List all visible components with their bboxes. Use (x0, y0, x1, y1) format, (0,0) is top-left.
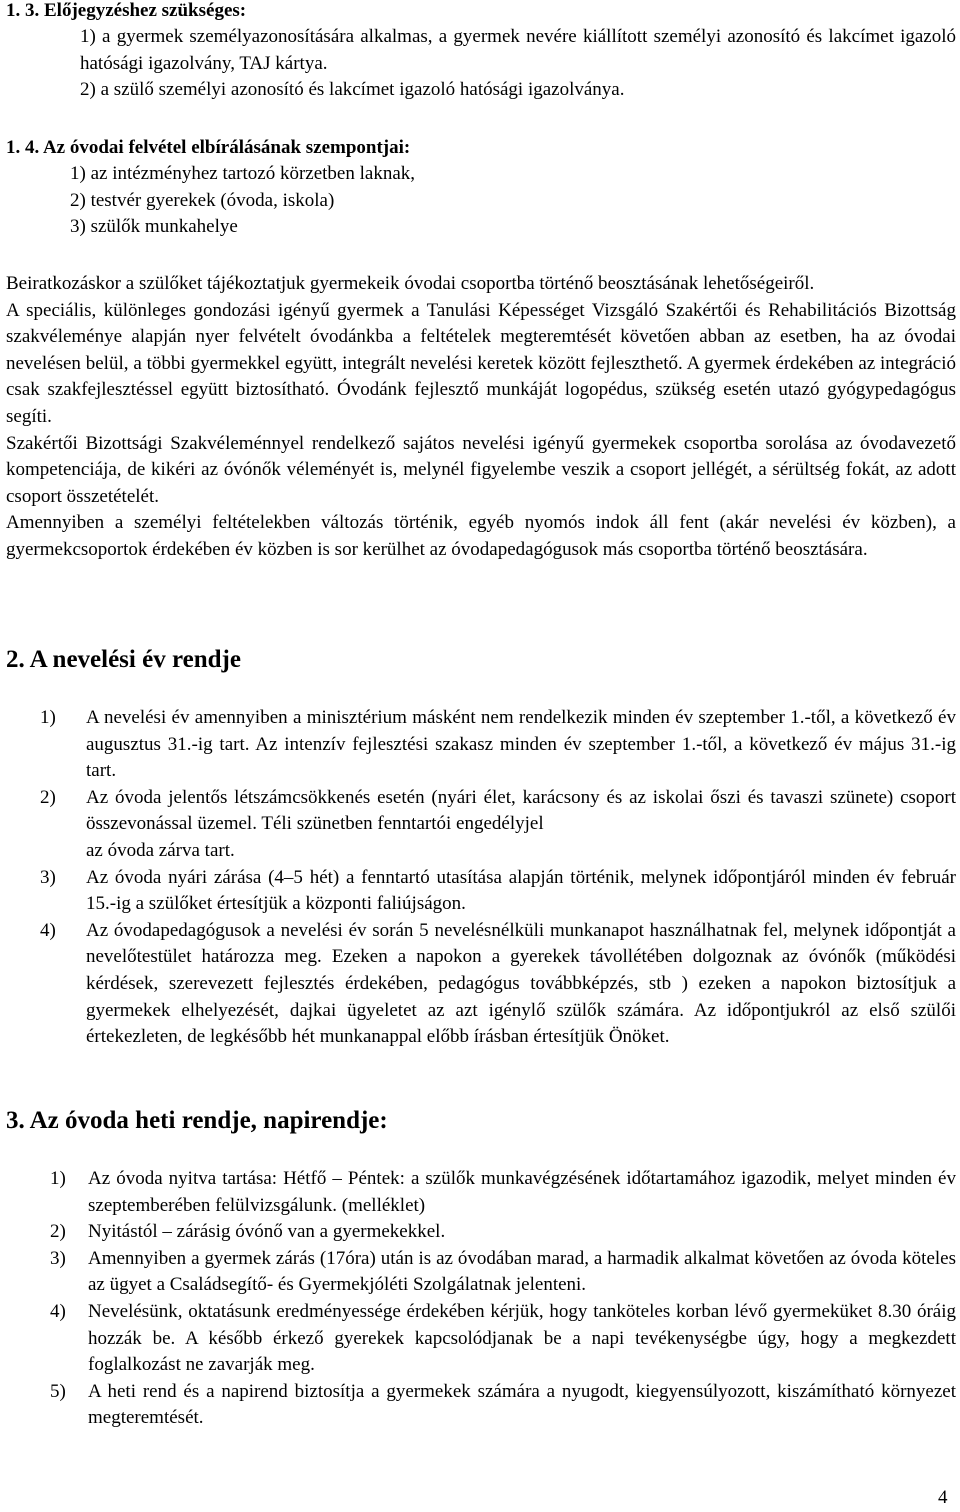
item-text: Nyitástól – zárásig óvónő van a gyermekekkel. (88, 1221, 446, 1243)
item-number: 1) (40, 707, 56, 728)
item-text: Amennyiben a gyermek zárás (17óra) után is az óvodában marad, a harmadik alkalmat követően az óvoda köteles az ügyet a Családsegítő- és Gyermekjóléti Szolgálatnak jelenteni. (88, 1247, 956, 1296)
page-number: 4 (938, 1487, 948, 1508)
section-3-list (50, 1166, 956, 1432)
list-item: 1) az intézményhez tartozó körzetben laknak, (70, 163, 415, 184)
item-number: 3) (50, 1247, 66, 1269)
item-text: Nevelésünk, oktatásunk eredményessége érdekében kérjük, hogy tanköteles korban lévő gyermeküket 8.30 óráig hozzák be. A később érkező gyerekek kapcsolódjanak be a napi tevékenységbe úgy, hogy a megkezdett foglalkozást ne zavarják meg. (88, 1300, 956, 1376)
item-number: 4) (50, 1300, 66, 1322)
list-item: 2) testvér gyerekek (óvoda, iskola) (70, 189, 335, 211)
item-number: 1) (50, 1168, 66, 1189)
list-item (50, 1219, 956, 1246)
item-text: Az óvoda nyitva tartása: Hétfő – Péntek: a szülők munkavégzésének időtartamához igazodik, melyet minden év szeptemberében felülvizsgálunk. (melléklet) (88, 1168, 956, 1216)
section-2-list (40, 705, 956, 1051)
paragraph: A speciális, különleges gondozási igényű gyermek a Tanulási Képességet Vizsgáló Szakértői és Rehabilitációs Bizottság szakvéleménye alapján nyer felvételt óvodánkba a feltételek megteremtését követően abban az esetben, ha az óvodai nevelésen belül, a többi gyermekkel együtt, integrált nevelési keretek között fejleszthető. A gyermek érdekében az integráció csak szakfejlesztéssel együtt biztosítható. Óvodánk fejlesztő munkáját logopédus, szükség esetén utazó gyógypedagógus segíti. (6, 299, 956, 427)
paragraph: Szakértői Bizottsági Szakvéleménnyel rendelkező sajátos nevelési igényű gyermekek csoportba sorolása az óvodavezető kompetenciája, de kikéri az óvónők véleményét is, melynél figyelembe veszik a csoport jellégét, a sérültség fokát, az adott csoport összetételét. (6, 432, 956, 507)
list-item (40, 865, 956, 918)
item-text: A heti rend és a napirend biztosítja a gyermekek számára a nyugodt, kiegyensúlyozott, kiszámítható környezet megteremtését. (88, 1380, 956, 1429)
section-1-4-list (70, 161, 956, 241)
item-number: 2) (40, 786, 56, 808)
section-3-heading: 3. Az óvoda heti rendje, napirendje: (6, 1107, 388, 1134)
list-item (50, 1379, 956, 1432)
paragraph: Amennyiben a személyi feltételekben változás történik, egyéb nyomós indok áll fent (akár nevelési év közben), a gyermekcsoportok érdekében év közben is sor kerülhet az óvodapedagógusok más csoportba történő beosztására. (6, 512, 956, 560)
item-number: 4) (40, 919, 56, 941)
item-text: Az óvoda nyári zárása (4–5 hét) a fenntartó utasítása alapján történik, melynek időpontjáról minden év február 15.-ig a szülőket értesítjük a központi faliújságon. (86, 866, 956, 915)
list-item: 3) szülők munkahelye (70, 216, 238, 238)
list-item: 2) a szülő személyi azonosító és lakcímet igazoló hatósági igazolványa. (80, 79, 625, 101)
item-text: A nevelési év amennyiben a minisztérium másként nem rendelkezik minden év szeptember 1.-től, a következő év augusztus 31.-ig tart. Az intenzív fejlesztési szakasz minden év szeptember 1.-től, a következő év május 31.-ig tart. (86, 707, 956, 782)
list-item (50, 1246, 956, 1299)
list-item (50, 1299, 956, 1379)
item-number: 5) (50, 1380, 66, 1402)
section-1-3-heading: 1. 3. Előjegyzéshez szükséges: (6, 0, 247, 21)
section-1-4-body (6, 271, 956, 564)
list-item (40, 785, 956, 865)
section-2-heading: 2. A nevelési év rendje (6, 646, 241, 673)
list-item (40, 705, 956, 785)
item-text: Az óvoda jelentős létszámcsökkenés esetén (nyári élet, karácsony és az iskolai őszi és tavaszi szünete) csoport összevonással üzemel. Téli szünetben fenntartói engedélyjel (86, 786, 956, 835)
item-text: Az óvodapedagógusok a nevelési év során 5 nevelésnélküli munkanapot használhatnak fel, melynek időpontját a nevelőtestület határozza meg. Ezeken a napokon a gyerekek távollétében dolgoznak az óvónők (működési kérdések, szerevezett fejlesztés érdekében, pedagógus továbbképzés, stb ) ezeken a napokon biztosítjuk a gyermekek elhelyezését, dajkai ügyeletet az azt igénylő szülők számára. Az időpontjukról az első szülői értekezleten, de legkésőbb hét munkanappal előbb írásban értesítjük Önöket. (86, 919, 956, 1048)
section-1-4-heading: 1. 4. Az óvodai felvétel elbírálásának szempontjai: (6, 137, 411, 158)
list-item (40, 918, 956, 1051)
item-number: 2) (50, 1221, 66, 1243)
list-item (50, 1166, 956, 1219)
item-text-continued: az óvoda zárva tart. (86, 839, 235, 861)
paragraph: Beiratkozáskor a szülőket tájékoztatjuk gyermekeik óvodai csoportba történő beosztásának lehetőségeiről. (6, 273, 815, 294)
list-item: 1) a gyermek személyazonosítására alkalmas, a gyermek nevére kiállított személyi azonosító és lakcímet igazoló hatósági igazolvány, TAJ kártya. (80, 26, 956, 74)
item-number: 3) (40, 866, 56, 888)
section-1-3-list (80, 24, 956, 104)
